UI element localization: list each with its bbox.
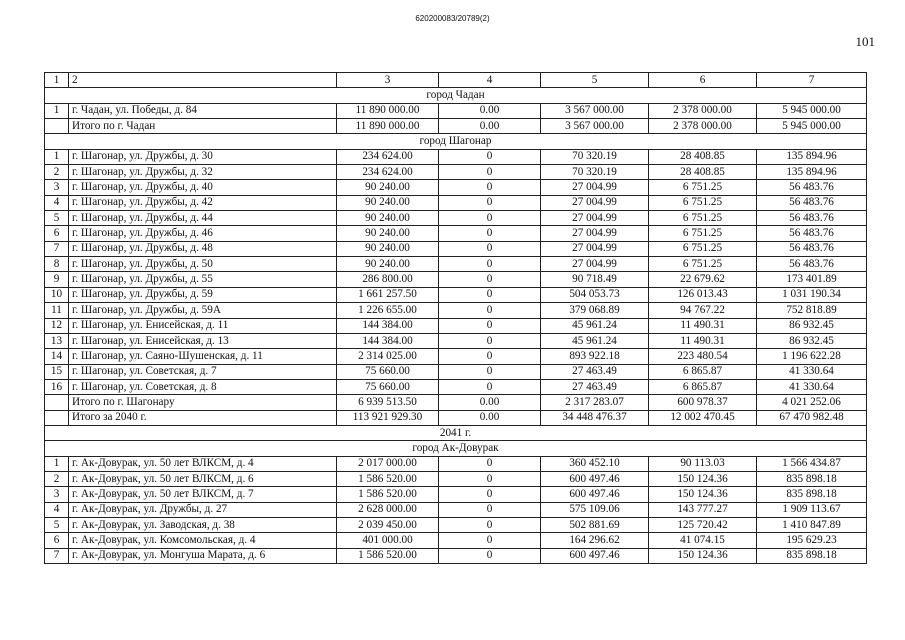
- table-cell: 56 483.76: [757, 226, 867, 241]
- table-cell: 0: [439, 257, 541, 272]
- table-cell: 90 240.00: [337, 195, 439, 210]
- table-cell: 150 124.36: [649, 471, 757, 486]
- table-cell: 90 240.00: [337, 180, 439, 195]
- table-cell: 0: [439, 241, 541, 256]
- table-cell: 835 898.18: [757, 487, 867, 502]
- table-cell: 2 039 450.00: [337, 517, 439, 532]
- table-cell: 600 497.46: [541, 471, 649, 486]
- table-cell: 27 004.99: [541, 257, 649, 272]
- table-cell: 3 567 000.00: [541, 119, 649, 134]
- table-cell: 6 751.25: [649, 241, 757, 256]
- table-row: [45, 287, 867, 302]
- table-cell: г. Шагонар, ул. Советская, д. 8: [69, 379, 337, 394]
- table-cell: 502 881.69: [541, 517, 649, 532]
- table-cell: 28 408.85: [649, 149, 757, 164]
- table-cell: г. Шагонар, ул. Дружбы, д. 44: [69, 211, 337, 226]
- table-cell: 27 004.99: [541, 211, 649, 226]
- table-cell: 7: [757, 73, 867, 88]
- table-cell: 6: [45, 226, 69, 241]
- table-cell: г. Шагонар, ул. Дружбы, д. 42: [69, 195, 337, 210]
- table-cell: 150 124.36: [649, 487, 757, 502]
- table-cell: 113 921 929.30: [337, 410, 439, 425]
- table-cell: 27 004.99: [541, 241, 649, 256]
- table-cell: г. Шагонар, ул. Дружбы, д. 50: [69, 257, 337, 272]
- table-cell: 67 470 982.48: [757, 410, 867, 425]
- table-cell: 2: [69, 73, 337, 88]
- table-cell: 2 314 025.00: [337, 349, 439, 364]
- table-cell: 835 898.18: [757, 471, 867, 486]
- table-cell: 3: [45, 487, 69, 502]
- table-row: [45, 149, 867, 164]
- table-cell: 379 068.89: [541, 303, 649, 318]
- table-cell: 14: [45, 349, 69, 364]
- table-cell: [45, 119, 69, 134]
- table-cell: 6 751.25: [649, 257, 757, 272]
- table-cell: 2 317 283.07: [541, 395, 649, 410]
- table-cell: г. Ак-Довурак, ул. 50 лет ВЛКСМ, д. 7: [69, 487, 337, 502]
- table-row: [45, 487, 867, 502]
- table-cell: 3 567 000.00: [541, 103, 649, 118]
- table-cell: г. Шагонар, ул. Дружбы, д. 59: [69, 287, 337, 302]
- table-cell: 86 932.45: [757, 333, 867, 348]
- table-cell: г. Шагонар, ул. Дружбы, д. 48: [69, 241, 337, 256]
- table-cell: 7: [45, 241, 69, 256]
- table-cell: 1: [45, 149, 69, 164]
- table-cell: 27 463.49: [541, 364, 649, 379]
- table-row: [45, 364, 867, 379]
- total-row: [45, 119, 867, 134]
- table-cell: 56 483.76: [757, 180, 867, 195]
- table-cell: г. Шагонар, ул. Енисейская, д. 11: [69, 318, 337, 333]
- section-heading: город Ак-Довурак: [45, 441, 867, 456]
- table-row: [45, 103, 867, 118]
- data-table: [44, 72, 867, 564]
- table-cell: 90 240.00: [337, 226, 439, 241]
- table-cell: г. Ак-Довурак, ул. Заводская, д. 38: [69, 517, 337, 532]
- table-cell: 41 330.64: [757, 379, 867, 394]
- table-cell: 1 586 520.00: [337, 548, 439, 563]
- table-cell: 752 818.89: [757, 303, 867, 318]
- table-cell: г. Шагонар, ул. Дружбы, д. 30: [69, 149, 337, 164]
- table-row: [45, 517, 867, 532]
- table-cell: 0: [439, 364, 541, 379]
- table-cell: 11 490.31: [649, 333, 757, 348]
- table-cell: г. Ак-Довурак, ул. 50 лет ВЛКСМ, д. 4: [69, 456, 337, 471]
- table-cell: 41 330.64: [757, 364, 867, 379]
- table-cell: Итого за 2040 г.: [69, 410, 337, 425]
- table-cell: 1 410 847.89: [757, 517, 867, 532]
- table-row: [45, 533, 867, 548]
- table-cell: 144 384.00: [337, 318, 439, 333]
- table-cell: 34 448 476.37: [541, 410, 649, 425]
- table-cell: 6: [45, 533, 69, 548]
- table-cell: 5: [541, 73, 649, 88]
- table-cell: 56 483.76: [757, 195, 867, 210]
- table-cell: 28 408.85: [649, 165, 757, 180]
- table-cell: г. Ак-Довурак, ул. Дружбы, д. 27: [69, 502, 337, 517]
- table-cell: 1: [45, 73, 69, 88]
- table-cell: 223 480.54: [649, 349, 757, 364]
- table-cell: г. Ак-Довурак, ул. Комсомольская, д. 4: [69, 533, 337, 548]
- table-cell: 5: [45, 517, 69, 532]
- table-cell: 5 945 000.00: [757, 103, 867, 118]
- table-cell: 0.00: [439, 103, 541, 118]
- table-cell: 75 660.00: [337, 364, 439, 379]
- section-heading-row: [45, 425, 867, 440]
- table-cell: 90 240.00: [337, 241, 439, 256]
- table-cell: 27 004.99: [541, 195, 649, 210]
- table-cell: [45, 410, 69, 425]
- table-cell: 1 031 190.34: [757, 287, 867, 302]
- document-id: 620200083/20789(2): [415, 14, 490, 23]
- table-cell: 70 320.19: [541, 165, 649, 180]
- table-cell: 0: [439, 487, 541, 502]
- table-cell: 12 002 470.45: [649, 410, 757, 425]
- table-row: [45, 349, 867, 364]
- table-cell: 173 401.89: [757, 272, 867, 287]
- table-cell: 150 124.36: [649, 548, 757, 563]
- table-cell: 56 483.76: [757, 241, 867, 256]
- table-cell: 0.00: [439, 119, 541, 134]
- table-row: [45, 165, 867, 180]
- table-row: [45, 226, 867, 241]
- table-cell: 234 624.00: [337, 165, 439, 180]
- table-cell: 15: [45, 364, 69, 379]
- table-cell: 7: [45, 548, 69, 563]
- table-cell: 2 378 000.00: [649, 119, 757, 134]
- table-cell: г. Шагонар, ул. Дружбы, д. 46: [69, 226, 337, 241]
- table-cell: 1 586 520.00: [337, 487, 439, 502]
- table-cell: 144 384.00: [337, 333, 439, 348]
- section-heading: 2041 г.: [45, 425, 867, 440]
- table-cell: 4: [45, 195, 69, 210]
- table-cell: 0: [439, 456, 541, 471]
- table-cell: 234 624.00: [337, 149, 439, 164]
- table-cell: 360 452.10: [541, 456, 649, 471]
- table-cell: 1: [45, 456, 69, 471]
- table-cell: 0: [439, 211, 541, 226]
- table-cell: 893 922.18: [541, 349, 649, 364]
- table-cell: г. Ак-Довурак, ул. Монгуша Марата, д. 6: [69, 548, 337, 563]
- table-cell: 135 894.96: [757, 149, 867, 164]
- section-heading-row: [45, 88, 867, 103]
- table-cell: 600 497.46: [541, 548, 649, 563]
- table-cell: 94 767.22: [649, 303, 757, 318]
- table-cell: 9: [45, 272, 69, 287]
- table-cell: 12: [45, 318, 69, 333]
- table-cell: г. Шагонар, ул. Дружбы, д. 40: [69, 180, 337, 195]
- table-cell: 600 978.37: [649, 395, 757, 410]
- table-cell: 11 890 000.00: [337, 103, 439, 118]
- table-cell: 135 894.96: [757, 165, 867, 180]
- table-cell: 41 074.15: [649, 533, 757, 548]
- table-cell: Итого по г. Чадан: [69, 119, 337, 134]
- total-row: [45, 395, 867, 410]
- table-row: [45, 456, 867, 471]
- table-row: [45, 180, 867, 195]
- table-cell: Итого по г. Шагонару: [69, 395, 337, 410]
- table-cell: г. Чадан, ул. Победы, д. 84: [69, 103, 337, 118]
- table-cell: 0: [439, 272, 541, 287]
- table-cell: 0: [439, 517, 541, 532]
- table-cell: 126 013.43: [649, 287, 757, 302]
- table-cell: 2: [45, 165, 69, 180]
- table-cell: 27 004.99: [541, 180, 649, 195]
- table-cell: 6 751.25: [649, 226, 757, 241]
- table-cell: 10: [45, 287, 69, 302]
- table-cell: 27 004.99: [541, 226, 649, 241]
- table-cell: 5 945 000.00: [757, 119, 867, 134]
- table-cell: г. Шагонар, ул. Саяно-Шушенская, д. 11: [69, 349, 337, 364]
- table-row: [45, 548, 867, 563]
- table-row: [45, 272, 867, 287]
- table-row: [45, 379, 867, 394]
- table-row: [45, 333, 867, 348]
- table-cell: 195 629.23: [757, 533, 867, 548]
- table-row: [45, 303, 867, 318]
- table-cell: 11 490.31: [649, 318, 757, 333]
- table-row: [45, 502, 867, 517]
- table-cell: 1 586 520.00: [337, 471, 439, 486]
- table-cell: 0: [439, 149, 541, 164]
- table-cell: 16: [45, 379, 69, 394]
- table-cell: г. Шагонар, ул. Дружбы, д. 59А: [69, 303, 337, 318]
- section-heading: город Чадан: [45, 88, 867, 103]
- table-cell: 575 109.06: [541, 502, 649, 517]
- table-cell: 2 378 000.00: [649, 103, 757, 118]
- table-cell: г. Ак-Довурак, ул. 50 лет ВЛКСМ, д. 6: [69, 471, 337, 486]
- table-cell: 1: [45, 103, 69, 118]
- table-cell: 3: [45, 180, 69, 195]
- table-cell: 0: [439, 180, 541, 195]
- table-cell: 90 113.03: [649, 456, 757, 471]
- header-row: [45, 73, 867, 88]
- table-cell: 125 720.42: [649, 517, 757, 532]
- table-cell: 6 865.87: [649, 379, 757, 394]
- table-cell: 0.00: [439, 410, 541, 425]
- table-cell: г. Шагонар, ул. Советская, д. 7: [69, 364, 337, 379]
- table-cell: 143 777.27: [649, 502, 757, 517]
- table-row: [45, 257, 867, 272]
- table-cell: 1 566 434.87: [757, 456, 867, 471]
- table-cell: 0: [439, 471, 541, 486]
- table-cell: 11 890 000.00: [337, 119, 439, 134]
- table-body: [45, 73, 867, 564]
- table-cell: 0: [439, 318, 541, 333]
- table-cell: 1 661 257.50: [337, 287, 439, 302]
- table-row: [45, 318, 867, 333]
- table-cell: 4: [45, 502, 69, 517]
- table-cell: 6: [649, 73, 757, 88]
- table-row: [45, 195, 867, 210]
- section-heading-row: [45, 441, 867, 456]
- table-cell: 1 226 655.00: [337, 303, 439, 318]
- table-cell: 0: [439, 287, 541, 302]
- table-cell: 1 196 622.28: [757, 349, 867, 364]
- table-cell: 164 296.62: [541, 533, 649, 548]
- table-cell: 56 483.76: [757, 257, 867, 272]
- table-cell: 90 240.00: [337, 211, 439, 226]
- table-cell: 6 751.25: [649, 180, 757, 195]
- table-cell: 90 240.00: [337, 257, 439, 272]
- table-cell: 504 053.73: [541, 287, 649, 302]
- table-cell: 4 021 252.06: [757, 395, 867, 410]
- table-cell: 45 961.24: [541, 318, 649, 333]
- table-cell: 86 932.45: [757, 318, 867, 333]
- table-cell: 0: [439, 548, 541, 563]
- page-number: 101: [855, 34, 875, 49]
- table-cell: 70 320.19: [541, 149, 649, 164]
- table-cell: 3: [337, 73, 439, 88]
- section-heading: город Шагонар: [45, 134, 867, 149]
- table-cell: 6 751.25: [649, 211, 757, 226]
- table-cell: 6 751.25: [649, 195, 757, 210]
- total-row: [45, 410, 867, 425]
- table-cell: г. Шагонар, ул. Дружбы, д. 32: [69, 165, 337, 180]
- table-cell: г. Шагонар, ул. Дружбы, д. 55: [69, 272, 337, 287]
- table-cell: 5: [45, 211, 69, 226]
- table-cell: 6 865.87: [649, 364, 757, 379]
- table-cell: 835 898.18: [757, 548, 867, 563]
- table-cell: 2 628 000.00: [337, 502, 439, 517]
- table-row: [45, 211, 867, 226]
- table-cell: 56 483.76: [757, 211, 867, 226]
- table-cell: 0: [439, 349, 541, 364]
- table-cell: 600 497.46: [541, 487, 649, 502]
- table-cell: 0: [439, 379, 541, 394]
- table-cell: 1 909 113.67: [757, 502, 867, 517]
- table-cell: 8: [45, 257, 69, 272]
- table-cell: 6 939 513.50: [337, 395, 439, 410]
- section-heading-row: [45, 134, 867, 149]
- table-cell: 22 679.62: [649, 272, 757, 287]
- table-cell: 0: [439, 195, 541, 210]
- table-cell: [45, 395, 69, 410]
- table-row: [45, 471, 867, 486]
- table-cell: 45 961.24: [541, 333, 649, 348]
- table-cell: 4: [439, 73, 541, 88]
- table-row: [45, 241, 867, 256]
- table-cell: 27 463.49: [541, 379, 649, 394]
- table-cell: 13: [45, 333, 69, 348]
- table-cell: 401 000.00: [337, 533, 439, 548]
- table-cell: 0: [439, 333, 541, 348]
- table-cell: 0: [439, 165, 541, 180]
- table-cell: 0: [439, 226, 541, 241]
- table-cell: 286 800.00: [337, 272, 439, 287]
- table-cell: 2: [45, 471, 69, 486]
- table-cell: г. Шагонар, ул. Енисейская, д. 13: [69, 333, 337, 348]
- table-cell: 90 718.49: [541, 272, 649, 287]
- table-cell: 75 660.00: [337, 379, 439, 394]
- table-cell: 11: [45, 303, 69, 318]
- table-cell: 0: [439, 533, 541, 548]
- table-cell: 0.00: [439, 395, 541, 410]
- table-cell: 0: [439, 303, 541, 318]
- table-cell: 0: [439, 502, 541, 517]
- table-cell: 2 017 000.00: [337, 456, 439, 471]
